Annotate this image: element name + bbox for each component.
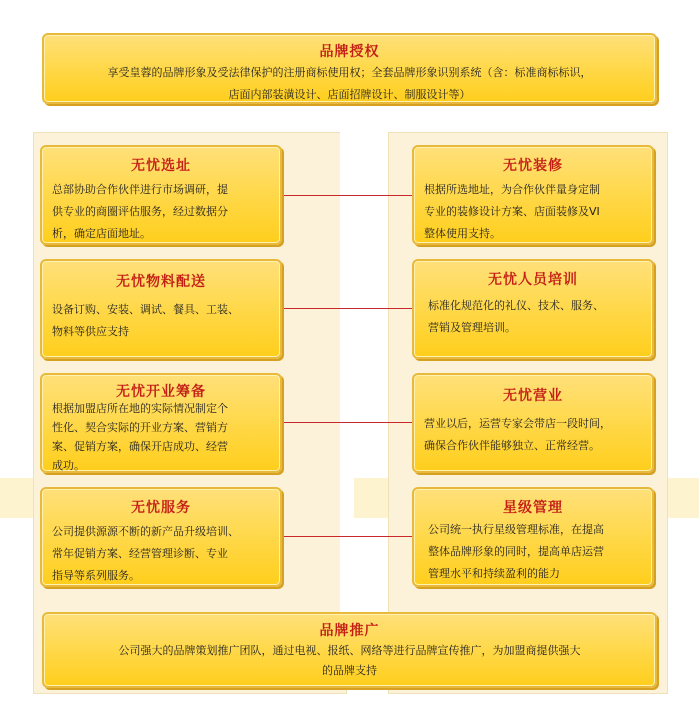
box-line: 管理水平和持续盈利的能力 [428, 567, 560, 580]
operation-box [412, 373, 654, 473]
box-line: 析，确定店面地址。 [52, 227, 151, 240]
staff-training-box [412, 259, 654, 359]
star-management-box [412, 487, 654, 587]
box-line: 供专业的商圈评估服务，经过数据分 [52, 205, 228, 218]
brand-promotion-box [42, 612, 657, 688]
box-line: 专业的装修设计方案、店面装修及VI [424, 205, 600, 218]
box-description [52, 299, 239, 343]
box-line: 营销及管理培训。 [428, 321, 516, 334]
box-line: 公司提供源源不断的新产品升级培训、 [52, 525, 239, 538]
box-title: 无忧服务 [131, 500, 191, 516]
material-delivery-box [40, 259, 282, 359]
box-line: 享受皇蓉的品牌形象及受法律保护的注册商标使用权；全套品牌形象识别系统（含：标准商标标识， [107, 66, 592, 79]
box-description [72, 641, 627, 681]
box-line: 整体品牌形象的同时，提高单店运营 [428, 545, 604, 558]
box-line: 店面内部装潢设计、店面招牌设计、制服设计等） [228, 88, 471, 101]
box-description [424, 413, 611, 457]
box-line: 总部协助合作伙伴进行市场调研，提 [52, 183, 228, 196]
box-line: 营业以后，运营专家会带店一段时间， [424, 417, 611, 430]
box-line: 物料等供应支持 [52, 325, 129, 338]
box-line: 根据加盟店所在地的实际情况制定个 [52, 402, 228, 415]
box-description [52, 521, 239, 587]
box-line: 性化、契合实际的开业方案、营销方 [52, 421, 228, 434]
box-title: 无忧装修 [503, 158, 563, 174]
site-selection-box [40, 145, 282, 245]
box-title: 无忧开业筹备 [116, 384, 206, 400]
box-title: 星级管理 [503, 500, 563, 516]
box-line: 案、促销方案，确保开店成功、经营 [52, 440, 228, 453]
box-line: 公司统一执行星级管理标准，在提高 [428, 523, 604, 536]
box-title: 品牌推广 [319, 623, 380, 639]
box-line: 确保合作伙伴能够独立、正常经营。 [424, 439, 600, 452]
brand-authorization-box [42, 33, 657, 104]
box-title: 无忧选址 [131, 158, 191, 174]
box-title: 无忧物料配送 [116, 274, 206, 290]
central-connector [340, 102, 354, 622]
connector-row-4 [282, 536, 414, 537]
box-line: 指导等系列服务。 [52, 569, 140, 582]
box-description [52, 399, 228, 475]
box-title: 无忧营业 [503, 388, 563, 404]
box-line: 标准化规范化的礼仪、技术、服务、 [428, 299, 604, 312]
box-description [424, 179, 600, 245]
box-line: 常年促销方案、经营管理诊断、专业 [52, 547, 228, 560]
box-description [72, 62, 627, 106]
box-line: 公司强大的品牌策划推广团队，通过电视、报纸、网络等进行品牌宣传推广，为加盟商提供强大 [118, 644, 581, 657]
connector-row-3 [282, 422, 414, 423]
box-line: 整体使用支持。 [424, 227, 501, 240]
box-title: 品牌授权 [319, 44, 380, 60]
connector-row-2 [282, 308, 414, 309]
box-description [52, 179, 228, 245]
opening-preparation-box [40, 373, 282, 473]
connector-row-1 [282, 195, 414, 196]
service-box [40, 487, 282, 587]
box-title: 无忧人员培训 [488, 272, 578, 288]
box-line: 的品牌支持 [322, 664, 377, 677]
box-description [428, 519, 604, 585]
decoration-box [412, 145, 654, 245]
box-line: 设备订购、安装、调试、餐具、工装、 [52, 303, 239, 316]
box-line: 成功。 [52, 459, 85, 472]
box-line: 根据所选地址，为合作伙伴量身定制 [424, 183, 600, 196]
box-description [428, 295, 604, 339]
